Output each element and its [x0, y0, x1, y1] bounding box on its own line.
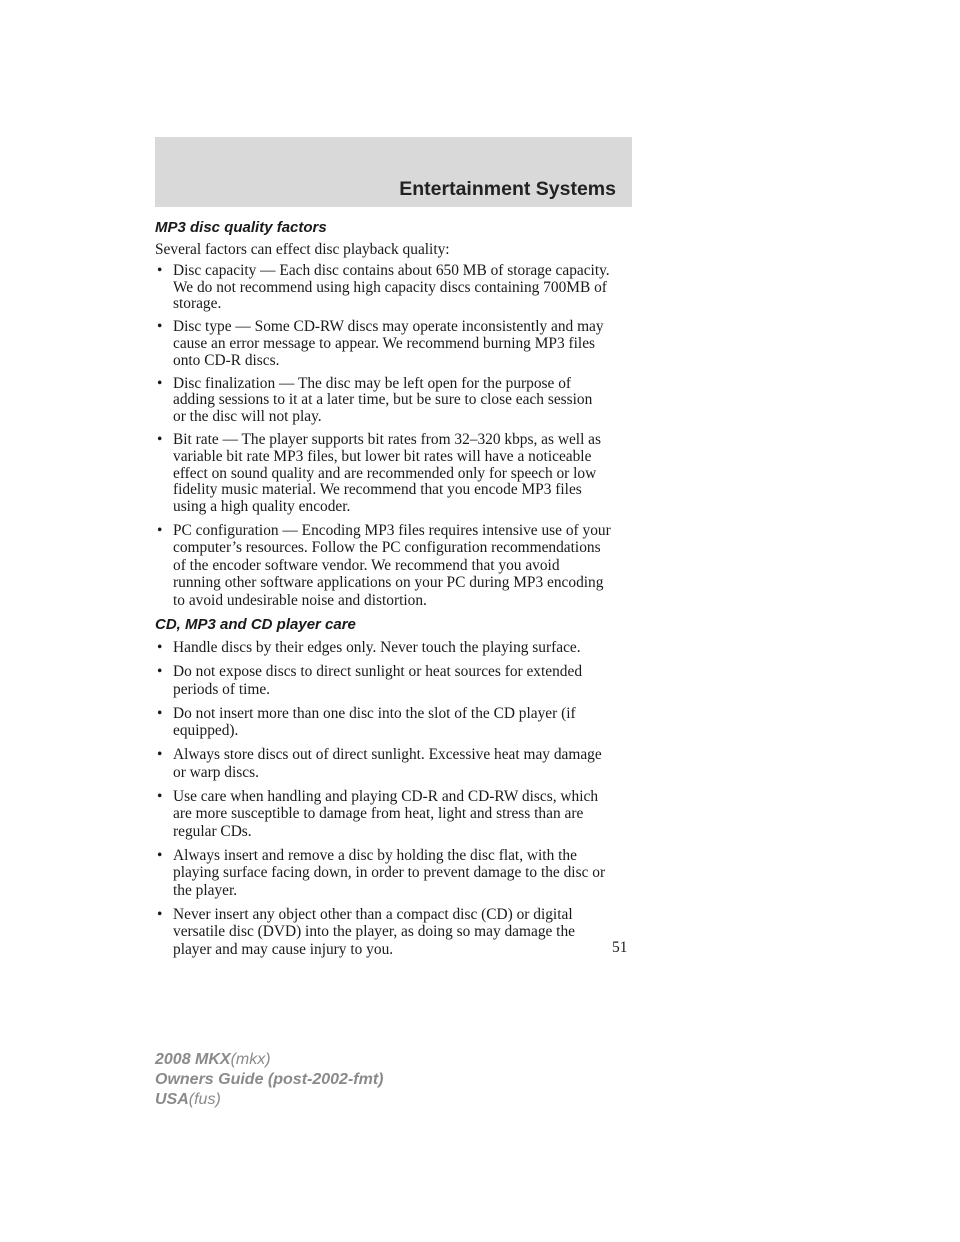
footer-market: USA: [155, 1091, 189, 1108]
bullet-list-mp3-quality: [155, 263, 640, 610]
footer-line-model: [155, 1050, 383, 1070]
list-item-line: Use care when handling and playing CD-R and CD-RW discs, which: [173, 787, 599, 805]
list-item: [155, 705, 640, 740]
list-item-line: effect on sound quality and are recommended only for speech or low: [173, 464, 597, 482]
list-item: [155, 847, 640, 900]
list-item-line: computer’s resources. Follow the PC configuration recommendations: [173, 539, 601, 557]
bullet-glyph: •: [157, 746, 163, 764]
list-item-line: of the encoder software vendor. We recommend that you avoid: [173, 556, 560, 574]
list-item-line: equipped).: [173, 722, 239, 740]
bullet-glyph: •: [157, 261, 163, 279]
document-footer: [155, 1050, 383, 1110]
list-item: [155, 263, 640, 313]
list-item-line: running other software applications on your PC during MP3 encoding: [173, 574, 604, 592]
list-item-line: Always insert and remove a disc by holding the disc flat, with the: [173, 846, 577, 864]
footer-market-code: (fus): [188, 1091, 221, 1108]
list-item: [155, 522, 640, 610]
list-item-line: are more susceptible to damage from heat, light and stress than are: [173, 805, 584, 823]
section-header-band: [155, 137, 632, 207]
list-item-line: Do not insert more than one disc into the slot of the CD player (if: [173, 704, 576, 722]
list-item-line: player and may cause injury to you.: [173, 940, 394, 958]
section-heading-player-care: CD, MP3 and CD player care: [155, 616, 356, 634]
list-item-line: Disc finalization — The disc may be left open for the purpose of: [173, 374, 572, 392]
section-heading-mp3-quality: MP3 disc quality factors: [155, 219, 327, 236]
list-item-line: We do not recommend using high capacity discs containing 700MB of: [173, 278, 607, 296]
intro-paragraph: Several factors can effect disc playback quality:: [155, 241, 450, 258]
list-item: [155, 376, 640, 426]
list-item-line: regular CDs.: [173, 822, 252, 840]
list-item-line: Disc capacity — Each disc contains about 650 MB of storage capacity.: [173, 261, 610, 279]
list-item-line: cause an error message to appear. We recommend burning MP3 files: [173, 334, 596, 352]
list-item: [155, 788, 640, 841]
list-item-line: Do not expose discs to direct sunlight or heat sources for extended: [173, 663, 583, 681]
list-item: [155, 663, 640, 698]
list-item-line: Handle discs by their edges only. Never touch the playing surface.: [173, 639, 581, 657]
list-item-line: periods of time.: [173, 680, 271, 698]
bullet-glyph: •: [157, 521, 163, 539]
list-item: [155, 432, 640, 516]
list-item-line: or warp discs.: [173, 763, 259, 781]
bullet-glyph: •: [157, 639, 163, 657]
section-title: Entertainment Systems: [399, 178, 616, 200]
list-item: [155, 639, 640, 657]
bullet-glyph: •: [157, 430, 163, 448]
list-item-line: versatile disc (DVD) into the player, as doing so may damage the: [173, 923, 575, 941]
footer-guide-name: Owners Guide (post-2002-fmt): [155, 1071, 384, 1088]
list-item-line: storage.: [173, 295, 222, 313]
footer-line-market: [155, 1090, 383, 1110]
page-content: [155, 218, 640, 965]
page-number: 51: [612, 939, 628, 956]
list-item-line: Never insert any object other than a compact disc (CD) or digital: [173, 905, 573, 923]
list-item: [155, 746, 640, 781]
list-item-line: onto CD-R discs.: [173, 351, 280, 369]
bullet-glyph: •: [157, 846, 163, 864]
footer-model-code: (mkx): [230, 1051, 271, 1068]
bullet-glyph: •: [157, 663, 163, 681]
bullet-glyph: •: [157, 318, 163, 336]
list-item-line: PC configuration — Encoding MP3 files requires intensive use of your: [173, 521, 611, 539]
list-item: [155, 319, 640, 369]
list-item-line: variable bit rate MP3 files, but lower bit rates will have a noticeable: [173, 447, 592, 465]
list-item-line: Disc type — Some CD-RW discs may operate inconsistently and may: [173, 318, 604, 336]
list-item-line: to avoid undesirable noise and distortion.: [173, 591, 427, 609]
bullet-glyph: •: [157, 704, 163, 722]
bullet-glyph: •: [157, 905, 163, 923]
list-item-line: fidelity music material. We recommend that you encode MP3 files: [173, 481, 582, 499]
list-item-line: adding sessions to it at a later time, but be sure to close each session: [173, 391, 593, 409]
list-item-line: or the disc will not play.: [173, 408, 322, 426]
footer-model-year: 2008 MKX: [155, 1051, 231, 1068]
list-item-line: using a high quality encoder.: [173, 498, 351, 516]
list-item-line: Bit rate — The player supports bit rates from 32–320 kbps, as well as: [173, 430, 602, 448]
list-item-line: playing surface facing down, in order to prevent damage to the disc or: [173, 864, 606, 882]
list-item: [155, 906, 640, 959]
bullet-glyph: •: [157, 787, 163, 805]
list-item-line: Always store discs out of direct sunlight. Excessive heat may damage: [173, 746, 602, 764]
bullet-list-player-care: [155, 639, 640, 958]
list-item-line: the player.: [173, 881, 238, 899]
bullet-glyph: •: [157, 374, 163, 392]
